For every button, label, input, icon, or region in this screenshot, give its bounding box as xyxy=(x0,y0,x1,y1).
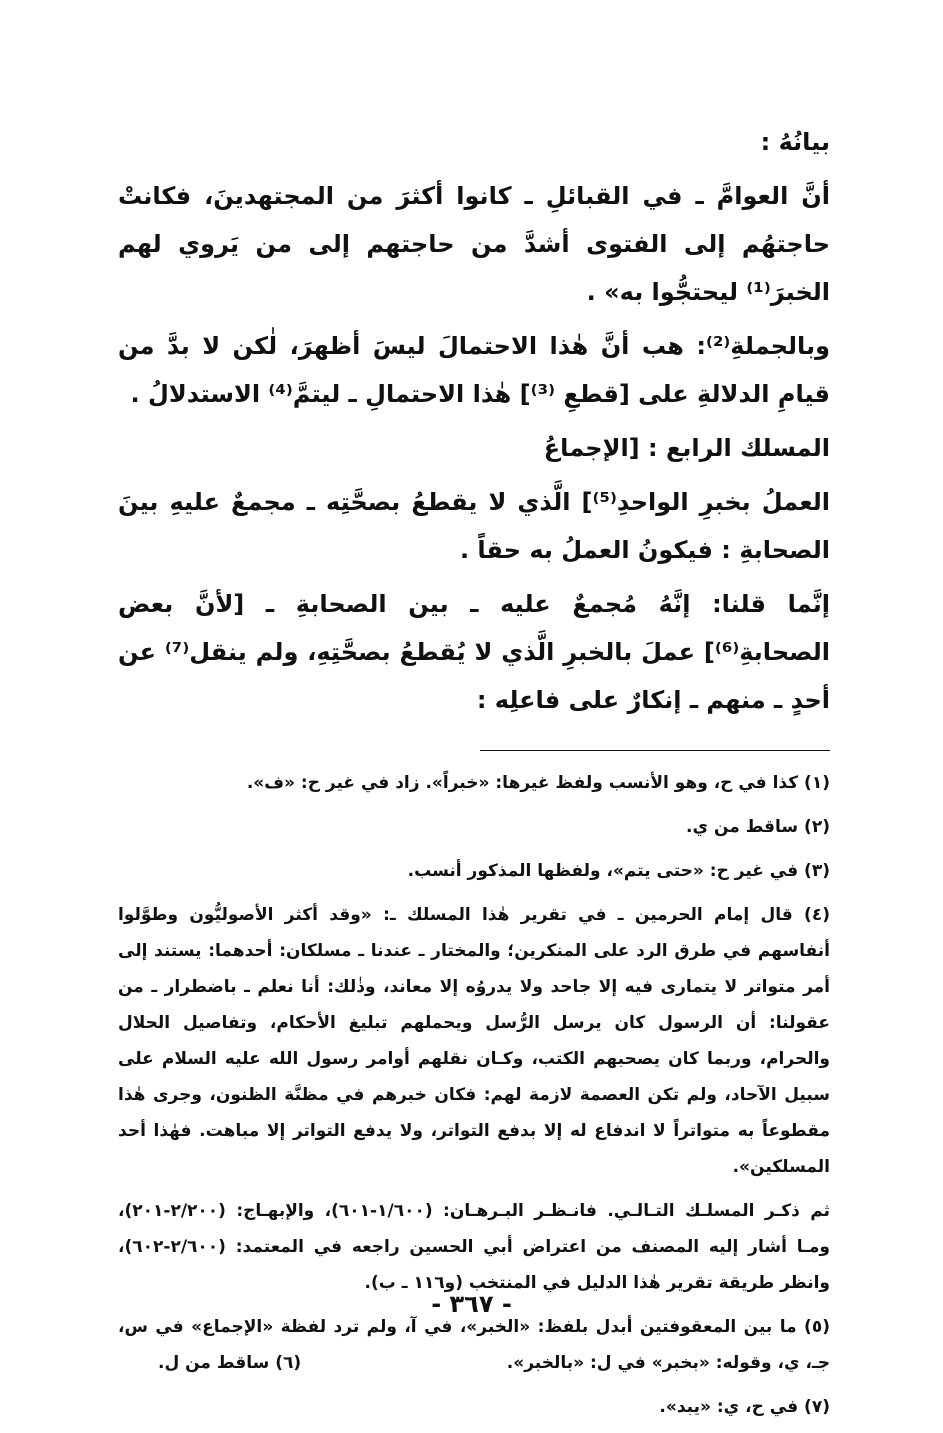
paragraph-4: إنَّما قلنا: إنَّهُ مُجمعٌ عليه ـ بين الصحابةِ ـ [لأنَّ بعض الصحابةِ⁽⁶⁾] عملَ بالخبرِ الَّذي لا يُقطعُ بصحَّتِهِ، ولم ينقل⁽⁷⁾ عن أحدٍ ـ منهم ـ إنكارٌ على فاعلِه : xyxy=(118,590,831,714)
footnote-5 xyxy=(118,1309,830,1381)
page-content xyxy=(118,118,830,1433)
footnote-2: (٢) ساقط من ي. xyxy=(686,817,830,837)
footnote-separator xyxy=(480,750,830,751)
footnote-7: (٧) في ح، ي: «يبد». xyxy=(659,1397,830,1417)
paragraph-3: العملُ بخبرِ الواحدِ⁽⁵⁾] الَّذي لا يقطعُ بصحَّتِه ـ مجمعٌ عليهِ بينَ الصحابةِ : فيكونُ العملُ به حقاً . xyxy=(118,488,830,564)
main-text xyxy=(118,118,830,724)
footnote-1: (١) كذا في ح، وهو الأنسب ولفظ غيرها: «خبراً». زاد في غير ح: «ف». xyxy=(246,773,830,793)
page-number: - ٣٦٧ - xyxy=(431,1290,512,1318)
section-heading: المسلك الرابع : [الإجماعُ xyxy=(543,434,830,462)
paragraph-2: وبالجملةِ⁽²⁾: هب أنَّ هٰذا الاحتمالَ ليسَ أظهرَ، لٰكن لا بدَّ من قيامِ الدلالةِ على [قطعِ ⁽³⁾] هٰذا الاحتمالِ ـ ليتمَّ⁽⁴⁾ الاستدلالُ . xyxy=(118,332,830,408)
footnote-4: (٤) قال إمام الحرمين ـ في تقرير هٰذا المسلك ـ: «وقد أكثر الأصوليُّون وطوَّلوا أنفاسهم في طرق الرد على المنكرين؛ والمختار ـ عندنا ـ مسلكان: أحدهما: يستند إلى أمر متواتر لا يتمارى فيه إلا جاحد ولا يدروُه إلا معاند، وذٰلك: أنا نعلم ـ باضطرار ـ من عقولنا: أن الرسول كان يرسل الرُّسل ويحملهم تبليغ الأحكام، وتفاصيل الحلال والحرام، وربما كان يصحبهم الكتب، وكـان نقلهم أوامر رسول الله عليه السلام على سبيل الآحاد، ولم تكن العصمة لازمة لهم: فكان خبرهم في مظنَّة الظنون، وجرى هٰذا مقطوعاً به متواتراً لا اندفاع له إلا بدفع التواتر، ولا يدفع التواتر إلا مباهت. فهٰذا أحد المسلكين». xyxy=(118,905,830,1177)
footnote-4-continued: ثم ذكـر المسلـك التـالـي. فانـظـر البـرهـان: (١/٦٠٠-٦٠١)، والإبهـاج: (٢/٢٠٠-٢٠١)، ومـا أشار إليه المصنف من اعتراض أبي الحسين راجعه في المعتمد: (٢/٦٠٠-٦٠٢)، وانظر طريقة تقرير هٰذا الدليل في المنتخب (و١١٦ ـ ب). xyxy=(118,1201,830,1293)
footnote-3: (٣) في غير ح: «حتى يتم»، ولفظها المذكور أنسب. xyxy=(407,861,830,881)
bayanuhu-label: بيانُهُ : xyxy=(760,128,830,156)
footnote-5-text: (٥) ما بين المعقوفتين أبدل بلفظ: «الخبر»، في آ، ولم ترد لفظة «الإجماع» في س، جـ، ي، وقوله: «بخبر» في ل: «بالخبر». xyxy=(118,1317,830,1373)
footnotes xyxy=(118,765,830,1425)
footnote-6: (٦) ساقط من ل. xyxy=(158,1353,302,1373)
paragraph-1: أنَّ العوامَّ ـ في القبائلِ ـ كانوا أكثرَ من المجتهدينَ، فكانتْ حاجتهُم إلى الفتوى أشدَّ من حاجتهم إلى من يَروي لهم الخبرَ⁽¹⁾ ليحتجُّوا به» . xyxy=(118,182,830,306)
